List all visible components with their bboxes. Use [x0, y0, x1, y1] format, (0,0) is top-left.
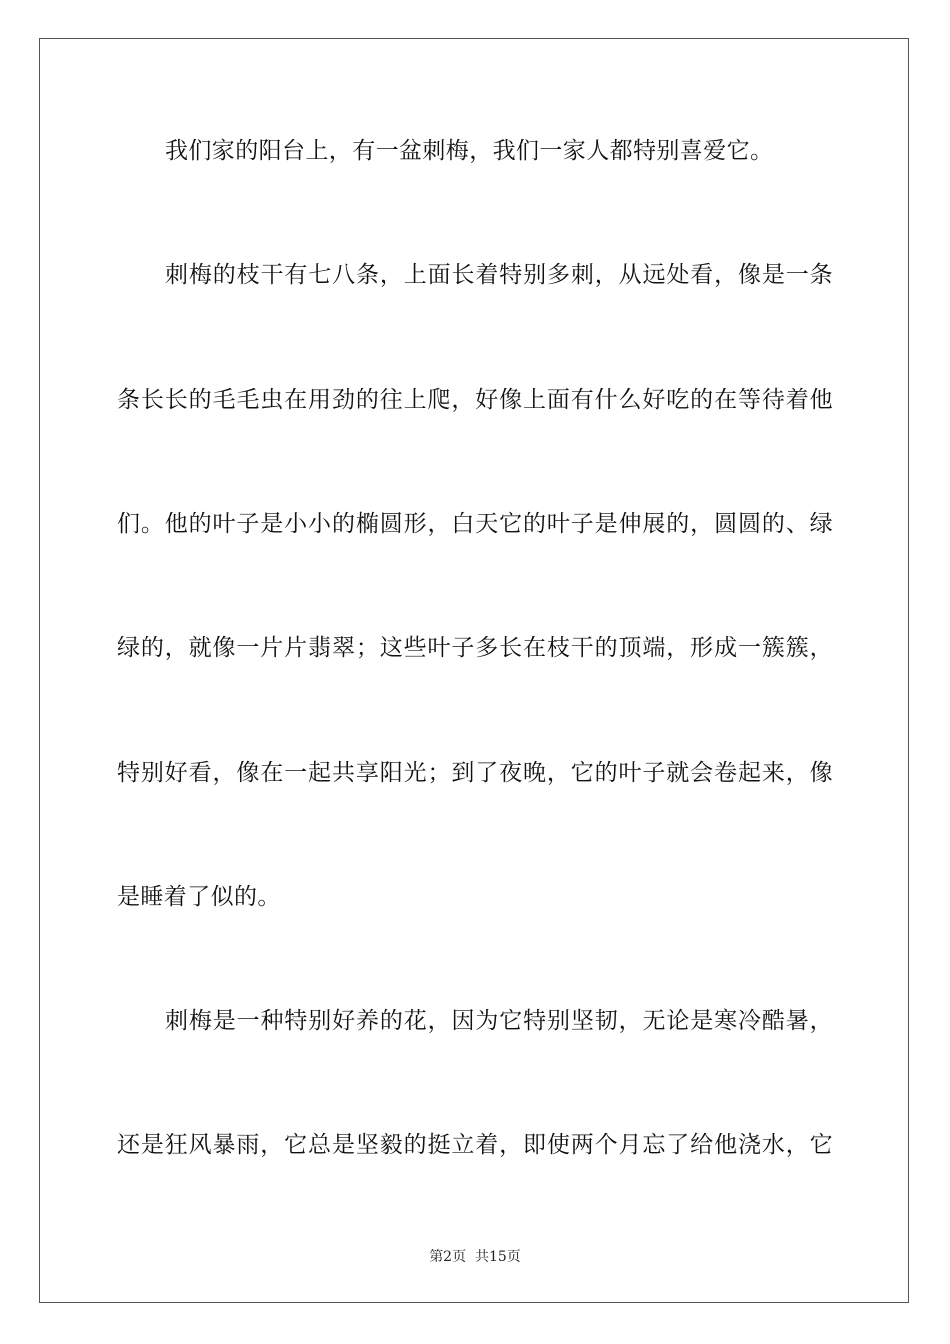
paragraph-2-line-2: 条长长的毛毛虫在用劲的往上爬，好像上面有什么好吃的在等待着他 [117, 387, 833, 413]
paragraph-3-line-1: 刺梅是一种特别好养的花，因为它特别坚韧，无论是寒冷酷暑， [165, 1008, 833, 1034]
paragraph-2-line-1: 刺梅的枝干有七八条，上面长着特别多刺，从远处看，像是一条 [165, 262, 833, 288]
page-number-footer: 第2页 共15页 [429, 1249, 521, 1265]
paragraph-2-line-4: 绿的，就像一片片翡翠；这些叶子多长在枝干的顶端，形成一簇簇， [117, 635, 833, 661]
paragraph-1-line-1: 我们家的阳台上，有一盆刺梅，我们一家人都特别喜爱它。 [165, 138, 774, 164]
paragraph-3-line-2: 还是狂风暴雨，它总是坚毅的挺立着，即使两个月忘了给他浇水，它 [117, 1132, 833, 1158]
paragraph-2-line-6: 是睡着了似的。 [117, 884, 281, 910]
page-border [39, 38, 909, 1303]
paragraph-2-line-3: 们。他的叶子是小小的椭圆形，白天它的叶子是伸展的，圆圆的、绿 [117, 511, 833, 537]
paragraph-2-line-5: 特别好看，像在一起共享阳光；到了夜晚，它的叶子就会卷起来，像 [117, 760, 833, 786]
